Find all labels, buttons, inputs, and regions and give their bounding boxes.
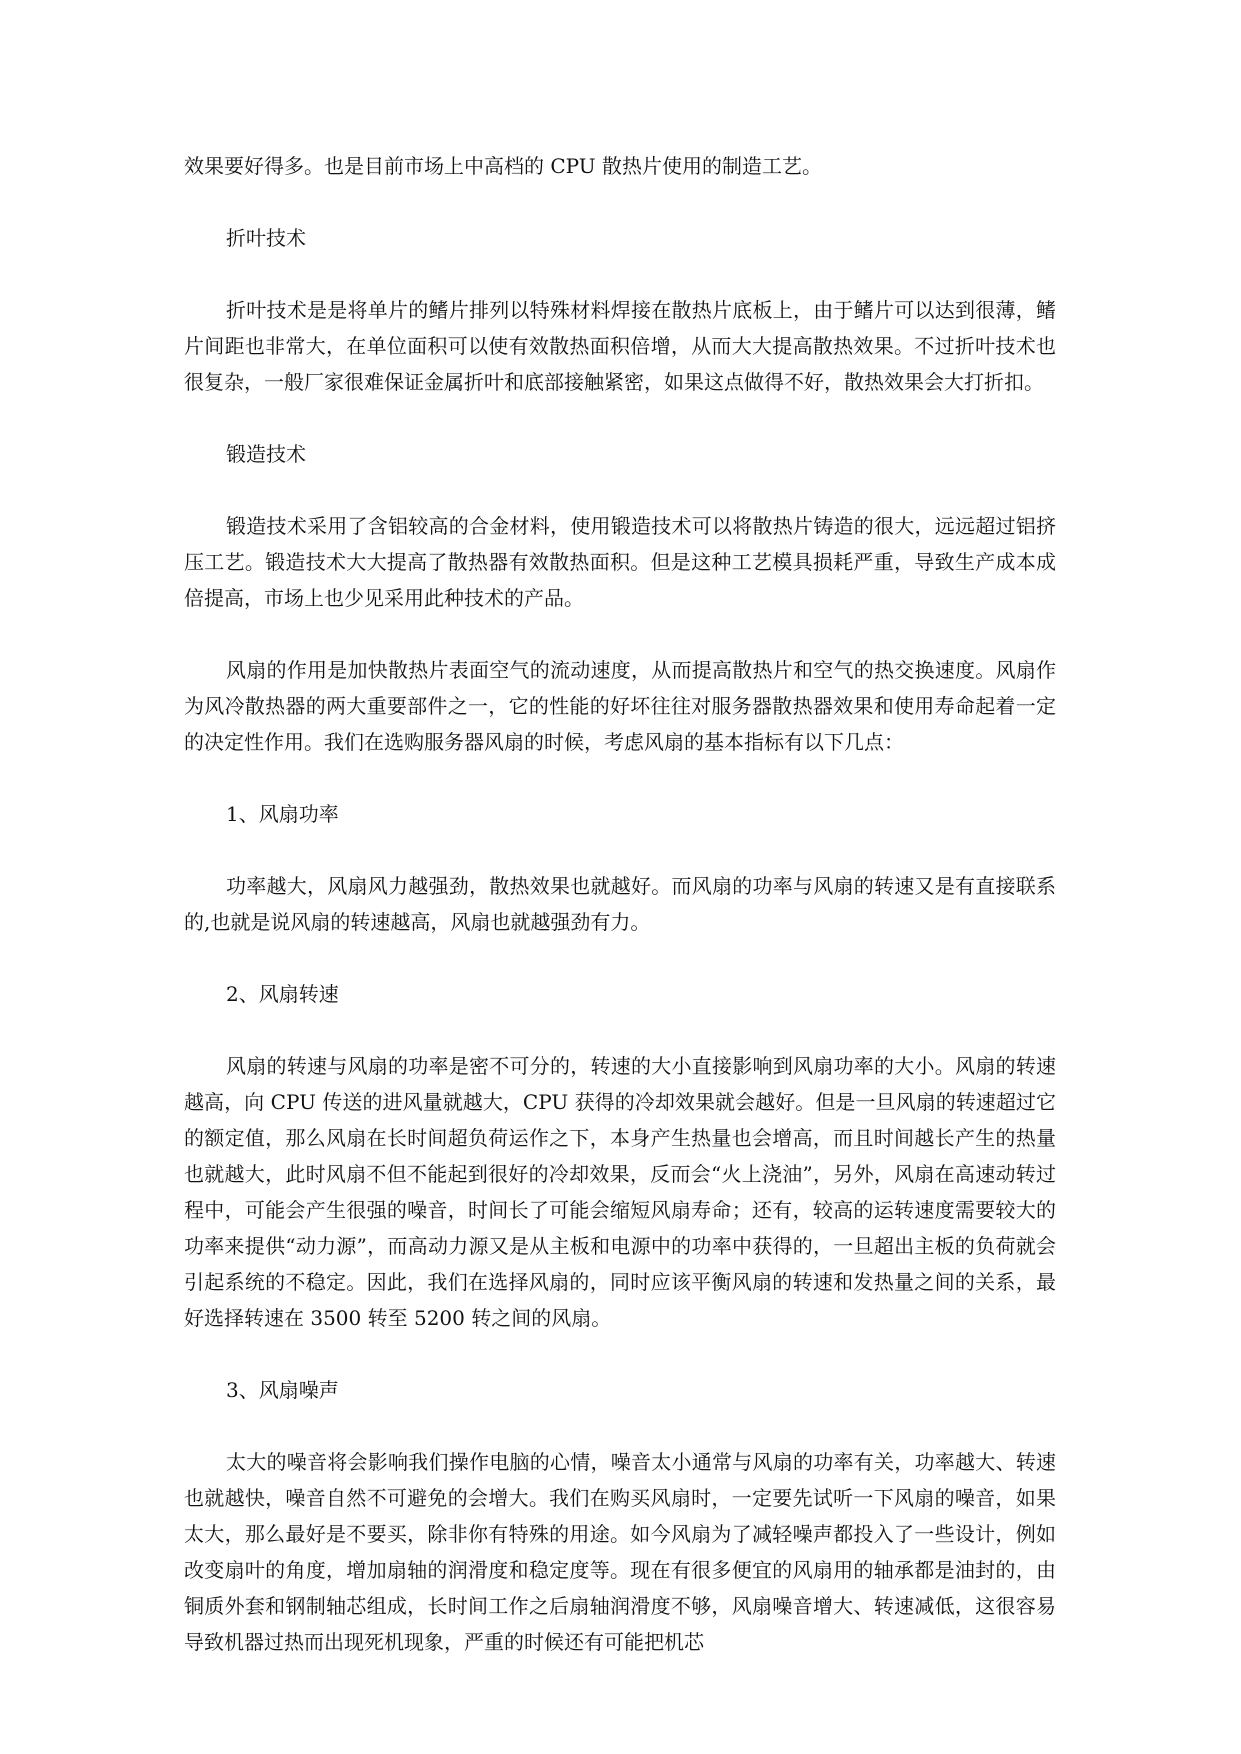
section-heading-fan-power: 1、风扇功率 <box>226 802 339 826</box>
section-heading-forging: 锻造技术 <box>226 442 306 466</box>
paragraph-folded-fin: 折叶技术是是将单片的鳍片排列以特殊材料焊接在散热片底板上，由于鳍片可以达到很薄，鳍片间距也非常大，在单位面积可以使有效散热面积倍增，从而大大提高散热效果。不过折叶技术也很复杂，一般厂家很难保证金属折叶和底部接触紧密，如果这点做得不好，散热效果会大打折扣。 <box>184 298 1056 394</box>
paragraph-forging: 锻造技术采用了含铝较高的合金材料，使用锻造技术可以将散热片铸造的很大，远远超过铝挤压工艺。锻造技术大大提高了散热器有效散热面积。但是这种工艺模具损耗严重，导致生产成本成倍提高，市场上也少见采用此种技术的产品。 <box>184 514 1056 610</box>
paragraph-fan-speed: 风扇的转速与风扇的功率是密不可分的，转速的大小直接影响到风扇功率的大小。风扇的转速越高，向 CPU 传送的进风量就越大，CPU 获得的冷却效果就会越好。但是一旦风扇的转速超过它的额定值，那么风扇在长时间超负荷运作之下，本身产生热量也会增高，而且时间越长产生的热量也就越大，此时风扇不但不能起到很好的冷却效果，反而会“火上浇油”，另外，风扇在高速动转过程中，可能会产生很强的噪音，时间长了可能会缩短风扇寿命；还有，较高的运转速度需要较大的功率来提供“动力源”，而高动力源又是从主板和电源中的功率中获得的，一旦超出主板的负荷就会引起系统的不稳定。因此，我们在选择风扇的，同时应该平衡风扇的转速和发热量之间的关系，最好选择转速在 3500 转至 5200 转之间的风扇。 <box>184 1054 1056 1330</box>
paragraph-continuation: 效果要好得多。也是目前市场上中高档的 CPU 散热片使用的制造工艺。 <box>184 154 822 178</box>
paragraph-fan-noise: 太大的噪音将会影响我们操作电脑的心情，噪音太小通常与风扇的功率有关，功率越大、转速也就越快，噪音自然不可避免的会增大。我们在购买风扇时，一定要先试听一下风扇的噪音，如果太大，那么最好是不要买，除非你有特殊的用途。如今风扇为了减轻噪声都投入了一些设计，例如改变扇叶的角度，增加扇轴的润滑度和稳定度等。现在有很多便宜的风扇用的轴承都是油封的，由铜质外套和钢制轴芯组成，长时间工作之后扇轴润滑度不够，风扇噪音增大、转速减低，这很容易导致机器过热而出现死机现象，严重的时候还有可能把机芯 <box>184 1450 1056 1654</box>
document-page <box>184 148 1056 1660</box>
paragraph-fan-power: 功率越大，风扇风力越强劲，散热效果也就越好。而风扇的功率与风扇的转速又是有直接联系的,也就是说风扇的转速越高，风扇也就越强劲有力。 <box>184 874 1056 934</box>
section-heading-fan-speed: 2、风扇转速 <box>226 982 339 1006</box>
paragraph-fan-intro: 风扇的作用是加快散热片表面空气的流动速度，从而提高散热片和空气的热交换速度。风扇作为风冷散热器的两大重要部件之一，它的性能的好坏往往对服务器散热器效果和使用寿命起着一定的决定性作用。我们在选购服务器风扇的时候，考虑风扇的基本指标有以下几点： <box>184 658 1056 754</box>
section-heading-folded-fin: 折叶技术 <box>226 226 306 250</box>
section-heading-fan-noise: 3、风扇噪声 <box>226 1378 339 1402</box>
